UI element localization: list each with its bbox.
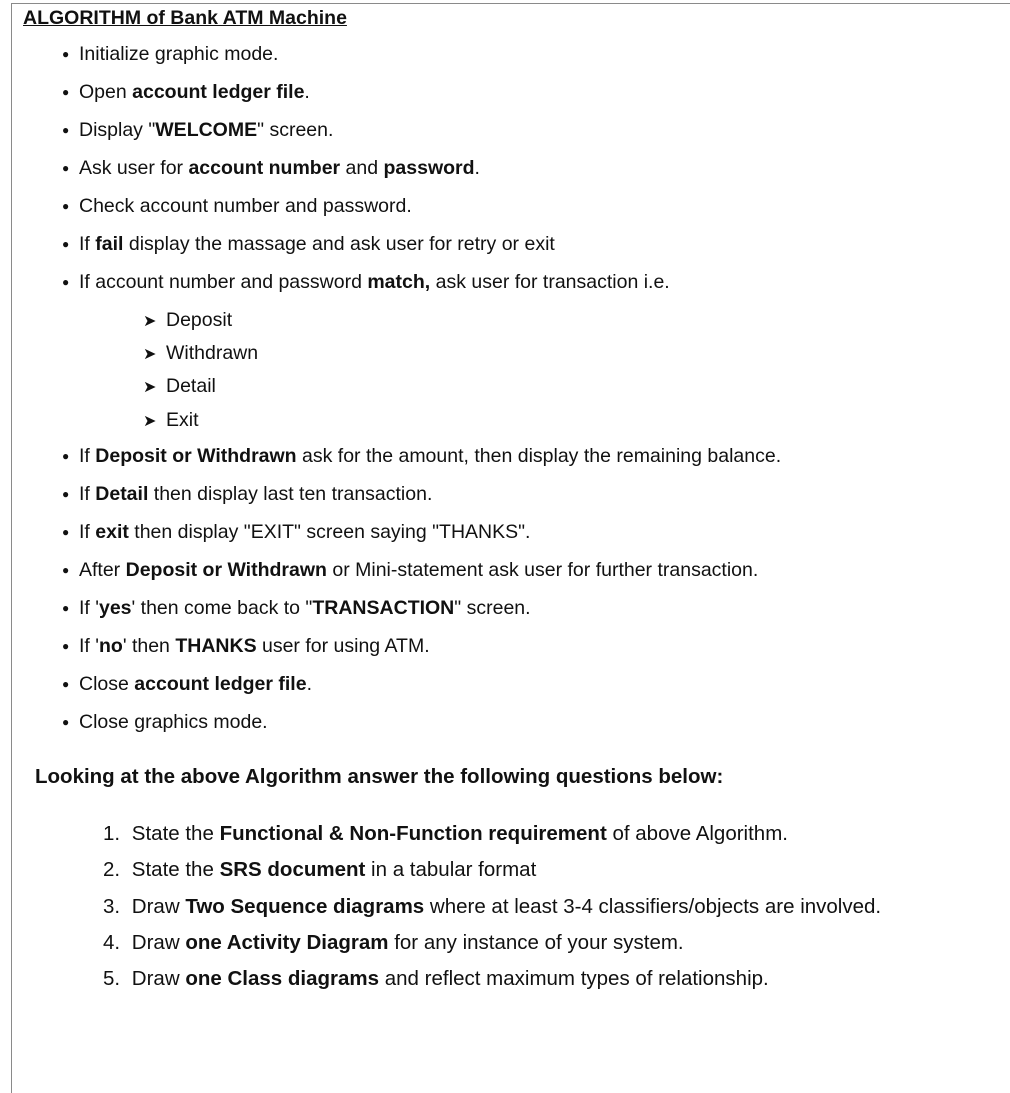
bullet-icon: ● [62,275,70,289]
question-number: 2. [103,858,126,881]
text: Close graphics mode. [79,711,268,733]
text: and reflect maximum types of relationship. [379,967,769,990]
algorithm-step [62,596,531,620]
text: Draw [131,931,186,954]
question-number: 5. [103,967,126,990]
text: After [79,559,126,581]
text: If ' [79,635,99,657]
text: If account number and password [79,271,368,293]
bold-text: SRS document [219,858,366,881]
question-item [103,821,788,847]
text: then display "EXIT" screen saying "THANKS". [128,521,531,543]
question-item [103,930,684,956]
bullet-icon: ● [62,639,70,653]
text: Ask user for [79,157,189,179]
algorithm-step [62,634,430,658]
algorithm-step [62,520,530,544]
text: If [79,483,96,505]
algorithm-step [62,558,758,582]
bold-text: yes [98,597,132,619]
bold-text: no [98,635,123,657]
bold-text: match, [367,271,431,293]
text: Open [79,81,133,103]
arrow-bullet-icon: ➤ [143,413,157,430]
bullet-icon: ● [62,161,70,175]
text: ' then come back to " [131,597,313,619]
text: If [79,445,96,467]
bullet-icon: ● [62,449,70,463]
text: Initialize graphic mode. [79,43,279,65]
text: Check account number and password. [79,195,412,217]
bullet-icon: ● [62,715,70,729]
question-item [103,966,769,992]
transaction-label: Detail [166,375,216,397]
text: ask user for transaction i.e. [430,271,670,293]
bullet-icon: ● [62,601,70,615]
transaction-label: Withdrawn [166,342,259,364]
bullet-icon: ● [62,487,70,501]
page-title: ALGORITHM of Bank ATM Machine [23,7,347,29]
bold-text: one Activity Diagram [185,931,389,954]
text: Display " [79,119,156,141]
text: If [79,233,96,255]
text: " screen. [454,597,531,619]
text: . [304,81,310,103]
text: and [340,157,384,179]
text: of above Algorithm. [606,822,788,845]
algorithm-step [62,672,312,696]
bold-text: fail [95,233,124,255]
algorithm-step [62,482,432,506]
text: user for using ATM. [256,635,430,657]
bold-text: TRANSACTION [312,597,455,619]
arrow-bullet-icon: ➤ [143,313,157,330]
arrow-bullet-icon: ➤ [143,346,157,363]
text: Draw [131,967,186,990]
bold-text: account number [188,157,341,179]
bold-text: Two Sequence diagrams [185,895,425,918]
bold-text: password [383,157,475,179]
text: where at least 3-4 classifiers/objects are involved. [424,895,882,918]
text: . [306,673,312,695]
transaction-option [143,308,232,334]
text: . [474,157,480,179]
algorithm-step [62,194,412,218]
bold-text: Detail [95,483,149,505]
bold-text: Deposit or Withdrawn [125,559,327,581]
bold-text: WELCOME [155,119,258,141]
question-number: 3. [103,895,126,918]
question-number: 1. [103,822,126,845]
algorithm-step [62,118,333,142]
question-item [103,857,536,883]
text: then display last ten transaction. [148,483,433,505]
algorithm-step [62,444,781,468]
text: for any instance of your system. [388,931,684,954]
text: ' then [122,635,176,657]
algorithm-step [62,156,480,180]
algorithm-step [62,42,278,66]
bullet-icon: ● [62,525,70,539]
questions-heading: Looking at the above Algorithm answer the following questions below: [35,765,724,788]
bold-text: exit [95,521,129,543]
algorithm-step [62,80,310,104]
text: State the [131,858,220,881]
text: Close [79,673,135,695]
bullet-icon: ● [62,123,70,137]
text: in a tabular format [365,858,537,881]
text: Draw [131,895,186,918]
algorithm-step [62,232,555,256]
text: display the massage and ask user for retry or exit [123,233,555,255]
bold-text: Functional & Non-Function requirement [219,822,607,845]
text: " screen. [257,119,334,141]
bold-text: account ledger file [132,81,305,103]
bold-text: one Class diagrams [185,967,380,990]
arrow-bullet-icon: ➤ [143,379,157,396]
transaction-label: Exit [166,409,199,431]
transaction-option [143,408,199,434]
bullet-icon: ● [62,563,70,577]
text: If [79,521,96,543]
text: ask for the amount, then display the remaining balance. [296,445,782,467]
bullet-icon: ● [62,85,70,99]
algorithm-step [62,710,268,734]
bullet-icon: ● [62,237,70,251]
transaction-option [143,374,216,400]
algorithm-step [62,270,670,294]
question-number: 4. [103,931,126,954]
bullet-icon: ● [62,677,70,691]
text: or Mini-statement ask user for further transaction. [326,559,759,581]
bold-text: THANKS [175,635,257,657]
transaction-option [143,341,258,367]
bold-text: account ledger file [134,673,307,695]
bullet-icon: ● [62,199,70,213]
bold-text: Deposit or Withdrawn [95,445,297,467]
transaction-label: Deposit [166,309,233,331]
bullet-icon: ● [62,47,70,61]
text: If ' [79,597,99,619]
question-item [103,894,881,920]
text: State the [131,822,220,845]
